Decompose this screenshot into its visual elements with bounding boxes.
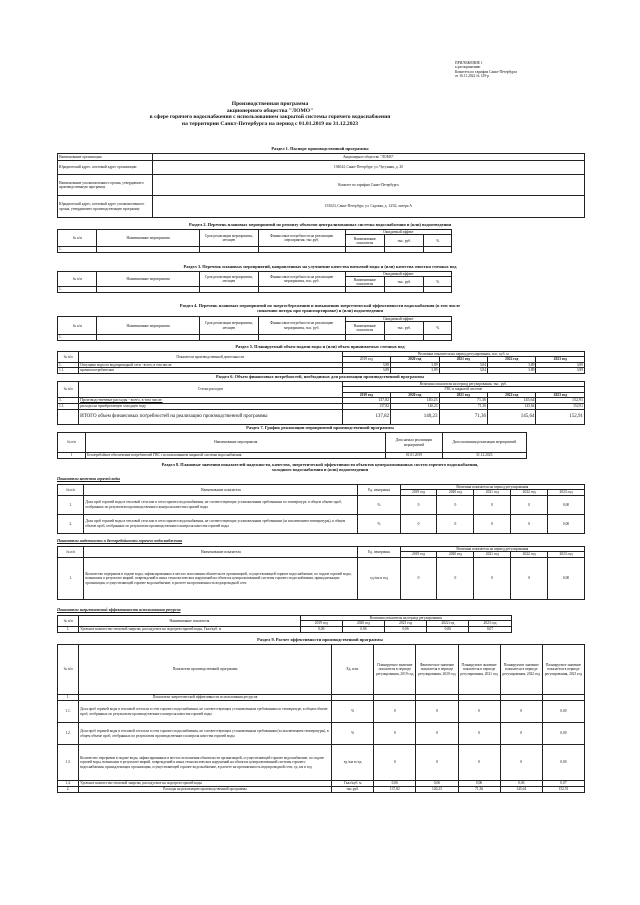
row-number: 1.	[58, 398, 79, 404]
cell: 0,00	[542, 745, 584, 781]
annex-line: ПРИЛОЖЕНИЕ 1	[455, 61, 483, 65]
subheading-quality: Показатели качества горячей воды	[57, 476, 120, 481]
cell: 0	[400, 495, 437, 514]
cell: 3,84	[439, 362, 487, 367]
year-header: 2022 год	[427, 621, 469, 626]
cell: 3,89	[488, 368, 536, 373]
col-header: № п/п	[58, 616, 79, 627]
col-header: Величина показателя на период регулирования, тыс. куб. м	[342, 352, 584, 357]
col-header: Наименование мероприятия	[97, 230, 199, 247]
passport-label: Юридический адрес, почтовый адрес организации	[58, 161, 153, 175]
col-header: Срок реализации мероприятия, месяцев	[199, 230, 258, 247]
cell: 0	[511, 514, 548, 533]
year-header: 2022 год	[488, 357, 536, 362]
col-header: Наименование показателя	[345, 235, 384, 247]
row-name: Количество перерывов в подаче воды, зафиксированных в местах исполнения обязательств организацией, осуществляющей горячее водоснабжение, по подаче горячей воды, возникших в результате аварий, повреждений и иных технологических нарушений на объектах централизованной системы горячего водоснабжения, принадлежащих организации, осуществляющей горячее водоснабжение, в расчете на протяженность водопроводной сети, ед. км в год	[79, 745, 332, 781]
section-8c-table	[57, 615, 585, 633]
cell: 0	[400, 557, 437, 599]
cell: 137,82	[342, 409, 390, 424]
row-name: Бесперебойное обеспечение потребителей ГВС с использованием закрытой системы водоснабжения	[86, 453, 386, 459]
year-header: 2020 год	[437, 490, 474, 495]
col-header: Планируемое значение показателя в периоде регулирования, 2022 год	[500, 645, 542, 695]
col-header: Срок реализации мероприятия, месяцев	[199, 317, 258, 335]
heading-line: холодного водоснабжения и (или) водоотведения	[271, 467, 369, 472]
cell: 140,23	[391, 409, 439, 424]
year-header: 2021 год	[439, 392, 487, 397]
cell: 152,91	[536, 398, 585, 404]
col-header: № п/п	[58, 645, 79, 695]
year-header: 2021 год	[385, 621, 427, 626]
row-name: Расходы на реализацию производственной программы	[79, 787, 332, 793]
cell: 3,89	[536, 362, 585, 367]
year-header: 2023 год	[536, 357, 585, 362]
col-header: Планируемое значение показателя в периоде регулирования, 2021 год	[458, 645, 500, 695]
row-number: 2.	[58, 787, 79, 793]
row-number: 1.	[58, 695, 79, 701]
cell: 0,06	[385, 626, 427, 632]
row-number: 1.	[58, 335, 97, 340]
year-header: 2023 год	[548, 490, 585, 495]
col-header: Финансовые потребности на реализацию мероприятия, тыс. руб.	[258, 317, 345, 335]
row-number: 1.	[58, 557, 84, 599]
cell: 137,82	[374, 787, 416, 793]
heading-line: снижению потерь при транспортировке) и (или) водоотведения	[257, 308, 383, 313]
col-header: № п/п	[58, 382, 79, 398]
cell: 31.12.2023	[442, 453, 526, 459]
cell: 71,36	[439, 409, 487, 424]
annex-line: Комитета по тарифам Санкт-Петербурга	[455, 69, 517, 74]
cell: 0	[458, 745, 500, 781]
col-header: № п/п	[58, 272, 97, 287]
year-header: 2019 год	[300, 621, 342, 626]
cell: тыс.руб.	[332, 787, 374, 793]
passport-value: Акционерное общество "ЛОМО"	[152, 154, 584, 161]
cell: 0	[511, 557, 548, 599]
row-number: 1.	[58, 362, 79, 367]
col-header: Дата начала реализации мероприятий	[386, 433, 442, 453]
cell: 0,06	[374, 781, 416, 787]
section-2-table	[57, 229, 452, 253]
section-8b-table	[57, 546, 585, 600]
col-header: Наименование показателя	[345, 322, 384, 335]
year-header: 2021 год	[439, 357, 487, 362]
cell: 140,23	[416, 787, 458, 793]
cell: 3,89	[342, 362, 390, 367]
col-header: Срок реализации мероприятия, месяцев	[199, 272, 258, 287]
col-header: %	[424, 235, 452, 247]
section-9-table	[57, 644, 585, 793]
year-header: 2020 год	[391, 392, 439, 397]
cell: 0,00	[542, 701, 584, 723]
cell: 71,36	[439, 398, 487, 404]
year-header: 2019 год	[342, 392, 390, 397]
col-header: Планируемое значение показателя в периоде регулирования, 2019 год	[374, 645, 416, 695]
subheading-energy: Показатели энергетической эффективности использования ресурсов	[57, 607, 181, 612]
cell: 137,82	[342, 404, 390, 409]
col-header: Показатели производственной программы	[79, 645, 332, 695]
cell: 0	[511, 495, 548, 514]
section-3-table	[57, 271, 452, 293]
passport-value: 194044, Санкт-Петербург, ул. Чугунная, д. 20	[152, 161, 584, 175]
cell: 152,91	[542, 787, 584, 793]
row-name: прочим потребителям	[79, 368, 343, 373]
col-header: Наименование мероприятия	[86, 433, 386, 453]
year-header: 2022 год	[488, 392, 536, 397]
row-number: 1.1.	[58, 404, 79, 409]
col-header: Величина показателя на период регулирования	[300, 616, 511, 621]
year-header: 2021 год	[474, 552, 511, 557]
cell: %	[358, 495, 400, 514]
col-header: Величина показателя на период регулирования, тыс. руб.	[342, 382, 584, 387]
col-header: Наименование показателя	[345, 277, 384, 287]
year-header: 2020 год	[437, 552, 474, 557]
col-header: Ед. измерения	[358, 547, 400, 558]
passport-label: Юридический адрес, почтовый адрес уполномоченного органа, утвердившего производственную программу	[58, 196, 153, 218]
cell: 0,07	[469, 626, 511, 632]
row-name: Показатели энергетической эффективности использования ресурсов	[79, 695, 332, 701]
year-header: 2022 год	[511, 552, 548, 557]
row-name: Количество перерывов в подаче воды, зафиксированных в местах исполнения обязательств организацией, осуществляющей горячее водоснабжение, по подаче горячей воды, возникших в результате аварий, повреждений и иных технологических нарушений на объектах централизованной системы горячего водоснабжения, принадлежащих организации, осуществляющей горячее водоснабжение, в расчете на протяженность водопроводной сети	[84, 557, 358, 599]
col-header: № п/п	[58, 433, 86, 453]
annex-line: к распоряжению	[455, 65, 481, 70]
row-number: 1.	[58, 495, 84, 514]
cell: 145,64	[500, 787, 542, 793]
passport-value: Комитет по тарифам Санкт-Петербурга	[152, 175, 584, 196]
cell: 0	[474, 557, 511, 599]
cell: 71,36	[439, 404, 487, 409]
heading-line: Раздел 8. Плановые значения показателей надежности, качества, энергетической эффективности объектов централизованных систем горячего водоснабжения,	[161, 462, 479, 467]
cell: 0	[416, 745, 458, 781]
total-label: ИТОГО объем финансовых потребностей на реализацию производственной программы	[79, 409, 343, 424]
col-header: ГВС в закрытой системе	[342, 387, 584, 392]
cell: 140,23	[391, 398, 439, 404]
year-header: 2023 год	[536, 392, 585, 397]
cell: %	[332, 701, 374, 723]
col-header: Наименование показателя	[79, 616, 301, 627]
cell: 3,89	[391, 362, 439, 367]
passport-value: 191023, Санкт-Петербург, ул. Садовая, д. 14/52, литера А	[152, 196, 584, 218]
cell: 0,00	[548, 514, 585, 533]
section-5-table	[57, 351, 585, 374]
section-6-table	[57, 381, 585, 425]
col-header: Ожидаемый эффект	[345, 317, 451, 322]
title-line: акционерного общества "ЛОМО"	[226, 107, 314, 114]
section-7-table	[57, 432, 527, 459]
cell: 0	[458, 701, 500, 723]
cell: 152,91	[536, 409, 585, 424]
cell: 0	[374, 701, 416, 723]
cell: 01.01.2019	[386, 453, 442, 459]
cell: 0	[458, 723, 500, 745]
col-header: Фактическое значение показателя в периоде регулирования, 2020 год	[416, 645, 458, 695]
col-header: № п/п	[58, 547, 84, 558]
cell: 0	[437, 495, 474, 514]
cell: 3,89	[391, 368, 439, 373]
cell: 71,36	[458, 787, 500, 793]
cell: 0	[374, 723, 416, 745]
section-2-heading: Раздел 2. Перечень плановых мероприятий по ремонту объектов централизованных системы водоснабжения и (или) водоотведения	[188, 222, 452, 227]
row-number: 1.1.	[58, 701, 79, 723]
cell: 137,82	[342, 398, 390, 404]
cell: 0,07	[542, 781, 584, 787]
col-header: Дата окончания реализации мероприятий	[442, 433, 526, 453]
col-header: Величина показателя на период регулирования	[400, 485, 584, 490]
year-header: 2023 год	[548, 552, 585, 557]
cell: 0,06	[300, 626, 342, 632]
cell: 0,06	[500, 781, 542, 787]
cell: 0	[474, 514, 511, 533]
col-header: № п/п	[58, 230, 97, 247]
section-1-heading: Раздел 1. Паспорт производственной программы	[271, 146, 369, 151]
cell: ед./км в год	[332, 745, 374, 781]
col-header: Ед. изм.	[332, 645, 374, 695]
cell: 0	[500, 723, 542, 745]
cell: 3,89	[488, 362, 536, 367]
row-name: Удельное количество тепловой энергии, расходуемое на подогрев горячей воды, Гкал/куб. м	[79, 626, 301, 632]
cell: 0	[500, 701, 542, 723]
row-number: 1.1.	[58, 368, 79, 373]
heading-line: Раздел 4. Перечень плановых мероприятий по энергосбережению и повышению энергетической эффективности водоснабжения (в том числе	[179, 303, 461, 308]
col-header: № п/п	[58, 317, 97, 335]
col-header: Наименование мероприятия	[97, 317, 199, 335]
section-4-table	[57, 316, 452, 341]
col-header: Статьи расходов	[79, 382, 343, 398]
section-7-heading: Раздел 7. График реализации мероприятий производственной программы	[246, 425, 394, 430]
cell: 0,06	[342, 626, 384, 632]
section-5-heading: Раздел 5. Планируемый объем подачи воды и (или) объем принимаемых сточных вод	[235, 344, 405, 349]
col-header: № п/п	[58, 352, 79, 363]
title-line: в сфере горячего водоснабжения с использованием закрытой системы горячего водоснабжения	[149, 114, 391, 121]
year-header: 2022 год	[511, 490, 548, 495]
year-header: 2019 год	[400, 490, 437, 495]
cell: 0,00	[542, 723, 584, 745]
cell: 0,00	[548, 495, 585, 514]
row-name: Доля проб горячей воды в тепловой сети или в сети горячего водоснабжения, не соответствующих установленным требованиям по температуре, в общем объеме проб, отобранных по результатам производственного контроля качества горячей воды	[79, 701, 332, 723]
cell: 0,06	[458, 781, 500, 787]
section-8a-table	[57, 484, 585, 534]
year-header: 2023 год	[469, 621, 511, 626]
cell: 0	[500, 745, 542, 781]
cell: 0,06	[427, 626, 469, 632]
row-name: расходы на приобретаемую холодную воду	[79, 404, 343, 409]
annex-line: от 16.11.2022 № 129-р	[455, 74, 489, 79]
col-header: тыс. руб.	[384, 235, 423, 247]
cell: 0,06	[416, 781, 458, 787]
row-number: 2.	[58, 514, 84, 533]
col-header: Наименование показателя	[84, 547, 358, 558]
cell: 0,00	[548, 557, 585, 599]
year-header: 2020 год	[342, 621, 384, 626]
passport-label: Наименование организации	[58, 154, 153, 161]
col-header: тыс. руб.	[384, 277, 423, 287]
document-title	[100, 101, 440, 127]
row-number: 1.	[58, 626, 79, 632]
cell: 3,89	[536, 368, 585, 373]
year-header: 2019 год	[400, 552, 437, 557]
cell: 145,64	[488, 409, 536, 424]
cell: %	[358, 514, 400, 533]
year-header: 2020 год	[391, 357, 439, 362]
section-3-heading: Раздел 3. Перечень плановых мероприятий, направленных на улучшение качества питьевой воды и (или) качества очистки сточных вод	[183, 264, 457, 269]
col-header: %	[424, 277, 452, 287]
row-number: 1.	[58, 287, 97, 292]
cell: ед./км в год	[358, 557, 400, 599]
cell: 0	[437, 514, 474, 533]
cell: 140,23	[391, 404, 439, 409]
row-name: Доля проб горячей воды в тепловой сети или в сети горячего водоснабжения, не соответствующих установленным требованиям по температуре, в общем объеме проб, отобранных по результатам производственного контроля качества горячей воды	[84, 495, 358, 514]
col-header: № п/п	[58, 485, 84, 496]
row-number: 1.	[58, 247, 97, 252]
col-header: Наименование мероприятия	[97, 272, 199, 287]
cell: 145,64	[488, 398, 536, 404]
row-number: 1.4.	[58, 781, 79, 787]
cell: 0	[374, 745, 416, 781]
col-header: Ожидаемый эффект	[345, 230, 451, 235]
cell: 0	[416, 723, 458, 745]
row-name: Отпущено воды из водопроводной сети - всего, в том числе:	[79, 362, 343, 367]
title-line: на территории Санкт-Петербурга на период с 01.01.2019 по 31.12.2023	[181, 120, 359, 127]
col-header: Наименование показателя	[84, 485, 358, 496]
title-line: Производственная программа	[231, 101, 309, 107]
col-header: Планируемое значение показателя в периоде регулирования, 2023 год	[542, 645, 584, 695]
col-header: Финансовые потребности на реализацию мероприятия, тыс. руб.	[258, 272, 345, 287]
col-header: %	[424, 322, 452, 335]
cell: 0	[437, 557, 474, 599]
col-header: Финансовые потребности на реализацию мероприятия, тыс.руб.	[258, 230, 345, 247]
row-number: 1	[58, 453, 86, 459]
cell: 0	[474, 495, 511, 514]
row-name: Удельное количество тепловой энергии, расходуемое на подогрев горячей воды	[79, 781, 332, 787]
year-header: 2021 год	[474, 490, 511, 495]
row-name: Производственные расходы - всего, в том числе:	[79, 398, 343, 404]
cell: 3,89	[342, 368, 390, 373]
cell: Гкал/куб. м	[332, 781, 374, 787]
col-header: Показатели производственной деятельности	[79, 352, 343, 363]
annex-block	[455, 61, 615, 79]
cell: 3,84	[439, 368, 487, 373]
col-header: Ед. измерения	[358, 485, 400, 496]
section-8-heading	[40, 462, 600, 472]
section-9-heading: Раздел 9. Расчет эффективности производственной программы	[257, 637, 383, 642]
row-name: Доля проб горячей воды в тепловой сети или в сети горячего водоснабжения, не соответствующих установленным требованиям (за исключением температуры), в общем объеме проб, отобранных по результатам производственного контроля качества горячей воды	[79, 723, 332, 745]
cell: 145,64	[488, 404, 536, 409]
row-number: 1.3.	[58, 745, 79, 781]
subheading-reliability: Показатели надежности и бесперебойности горячего водоснабжения	[57, 538, 183, 543]
col-header: Ожидаемый эффект	[345, 272, 451, 277]
section-1-table	[57, 153, 585, 218]
section-4-heading	[60, 303, 580, 313]
section-6-heading: Раздел 6. Объем финансовых потребностей, необходимых для реализации производственной программы	[216, 374, 424, 379]
row-number: 1.2.	[58, 723, 79, 745]
year-header: 2019 год	[342, 357, 390, 362]
col-header: Величина показателя на период регулирования	[400, 547, 584, 552]
cell: 0	[416, 701, 458, 723]
cell: 152,91	[536, 404, 585, 409]
cell: 0	[400, 514, 437, 533]
passport-label: Наименование уполномоченного органа, утвердившего производственную программу	[58, 175, 153, 196]
col-header: тыс. руб.	[384, 322, 423, 335]
row-name: Доля проб горячей воды в тепловой сети или в сети горячего водоснабжения, не соответствующих установленным требованиям (за исключением температуры), в общем объеме проб, отобранных по результатам производственного контроля качества горячей воды	[84, 514, 358, 533]
cell: %	[332, 723, 374, 745]
